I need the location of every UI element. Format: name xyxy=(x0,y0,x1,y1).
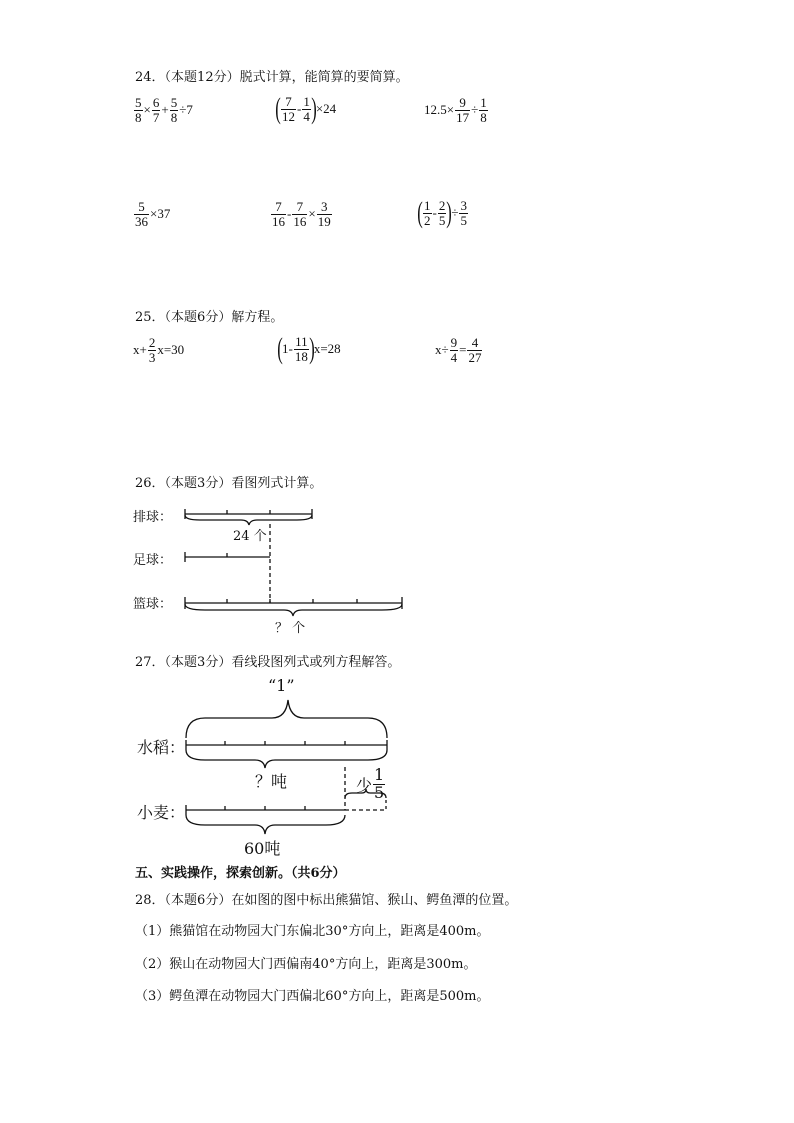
q24-expr-5: $\frac{7}{16}$ - $\frac{7}{16}$ × $\frac{3}{19}$ xyxy=(272,199,331,229)
q25-equation-1: x+ $\frac{2}{3}$ x=30 xyxy=(133,335,185,365)
rice-unknown-label: ？吨 xyxy=(255,772,288,791)
q24-expr-2: ( $\frac{7}{12}$ - $\frac{1}{4}$ ) ×24 xyxy=(275,92,337,125)
q28-item-1: （1）熊猫馆在动物园大门东偏北30°方向上，距离是400m。 xyxy=(135,924,490,939)
wheat-segment xyxy=(186,805,345,815)
volleyball-brace xyxy=(185,515,312,525)
fraction: $\frac{1}{8}$ xyxy=(480,95,487,125)
wheat-amount-label: 60吨 xyxy=(244,839,281,858)
wheat-amount-brace xyxy=(186,815,345,834)
fraction: $\frac{6}{7}$ xyxy=(152,95,160,125)
volleyball-segment xyxy=(185,509,312,519)
q28-title: 28．（本题6分）在如图的图中标出熊猫馆、猴山、鳄鱼潭的位置。 xyxy=(135,893,518,908)
fraction: $\frac{1}{2}$ xyxy=(424,197,431,228)
fraction: $\frac{11}{18}$ xyxy=(294,333,308,364)
rice-segment xyxy=(186,740,387,750)
basketball-brace xyxy=(185,604,402,616)
q25-equation-3: x÷ $\frac{9}{4}$ = $\frac{4}{27}$ xyxy=(435,335,482,365)
fraction: $\frac{3}{5}$ xyxy=(460,197,467,228)
fraction: $\frac{7}{16}$ xyxy=(293,199,307,229)
count-label: 24 个 xyxy=(233,529,267,544)
q24-title: 24．（本题12分）脱式计算，能简算的要简算。 xyxy=(135,70,409,85)
q28-item-3: （3）鳄鱼潭在动物园大门西偏北60°方向上，距离是500m。 xyxy=(135,989,490,1004)
fraction: $\frac{3}{19}$ xyxy=(317,199,331,229)
q25-title: 25．（本题6分）解方程。 xyxy=(135,310,284,325)
q28-item-2: （2）猴山在动物园大门西偏南40°方向上，距离是300m。 xyxy=(135,957,477,972)
fraction: $\frac{1}{5}$ xyxy=(374,765,385,802)
rice-unknown-brace xyxy=(186,750,387,768)
q27-title: 27．（本题3分）看线段图列式或列方程解答。 xyxy=(135,655,401,670)
fraction: $\frac{9}{17}$ xyxy=(456,95,470,125)
fraction: $\frac{1}{4}$ xyxy=(303,93,310,124)
fraction: $\frac{9}{4}$ xyxy=(450,335,458,365)
wheat-label: 小麦： xyxy=(137,803,186,822)
football-label: 足球： xyxy=(133,553,173,568)
one-label: “1” xyxy=(268,676,295,695)
fraction: $\frac{5}{8}$ xyxy=(135,95,142,125)
fraction: $\frac{2}{3}$ xyxy=(148,335,156,365)
q24-expr-3: 12.5× $\frac{9}{17}$ ÷ $\frac{1}{8}$ xyxy=(424,95,487,125)
q24-expr-4: $\frac{5}{36}$ ×37 xyxy=(135,199,171,229)
q26-title: 26．（本题3分）看图列式计算。 xyxy=(135,476,323,491)
q24-expr-6: ( $\frac{1}{2}$ - $\frac{2}{5}$ ) ÷ $\frac{3}{5}$ xyxy=(417,196,467,229)
fraction: $\frac{5}{8}$ xyxy=(170,95,178,125)
q25-equation-2: ( 1- $\frac{11}{18}$ ) x=28 xyxy=(277,332,341,365)
less-fraction-label: 少 $\frac{1}{5}$ xyxy=(356,765,385,802)
football-segment xyxy=(185,552,270,562)
fraction: $\frac{7}{12}$ xyxy=(282,93,295,124)
volleyball-label: 排球： xyxy=(133,510,173,525)
section-5-title: 五、实践操作，探索创新。（共6分） xyxy=(135,866,346,881)
fraction: $\frac{2}{5}$ xyxy=(438,197,446,228)
unknown-count-label: ？ 个 xyxy=(275,621,306,636)
fraction: $\frac{5}{36}$ xyxy=(135,199,148,229)
rice-label: 水稻： xyxy=(137,738,186,757)
basketball-label: 篮球： xyxy=(133,597,173,612)
fraction: $\frac{7}{16}$ xyxy=(272,199,285,229)
rice-one-brace xyxy=(186,700,387,738)
q24-expr-1: $\frac{5}{8}$ × $\frac{6}{7}$ + $\frac{5}{8}$ ÷7 xyxy=(135,95,193,125)
basketball-segment xyxy=(185,597,402,609)
fraction: $\frac{4}{27}$ xyxy=(468,335,482,365)
